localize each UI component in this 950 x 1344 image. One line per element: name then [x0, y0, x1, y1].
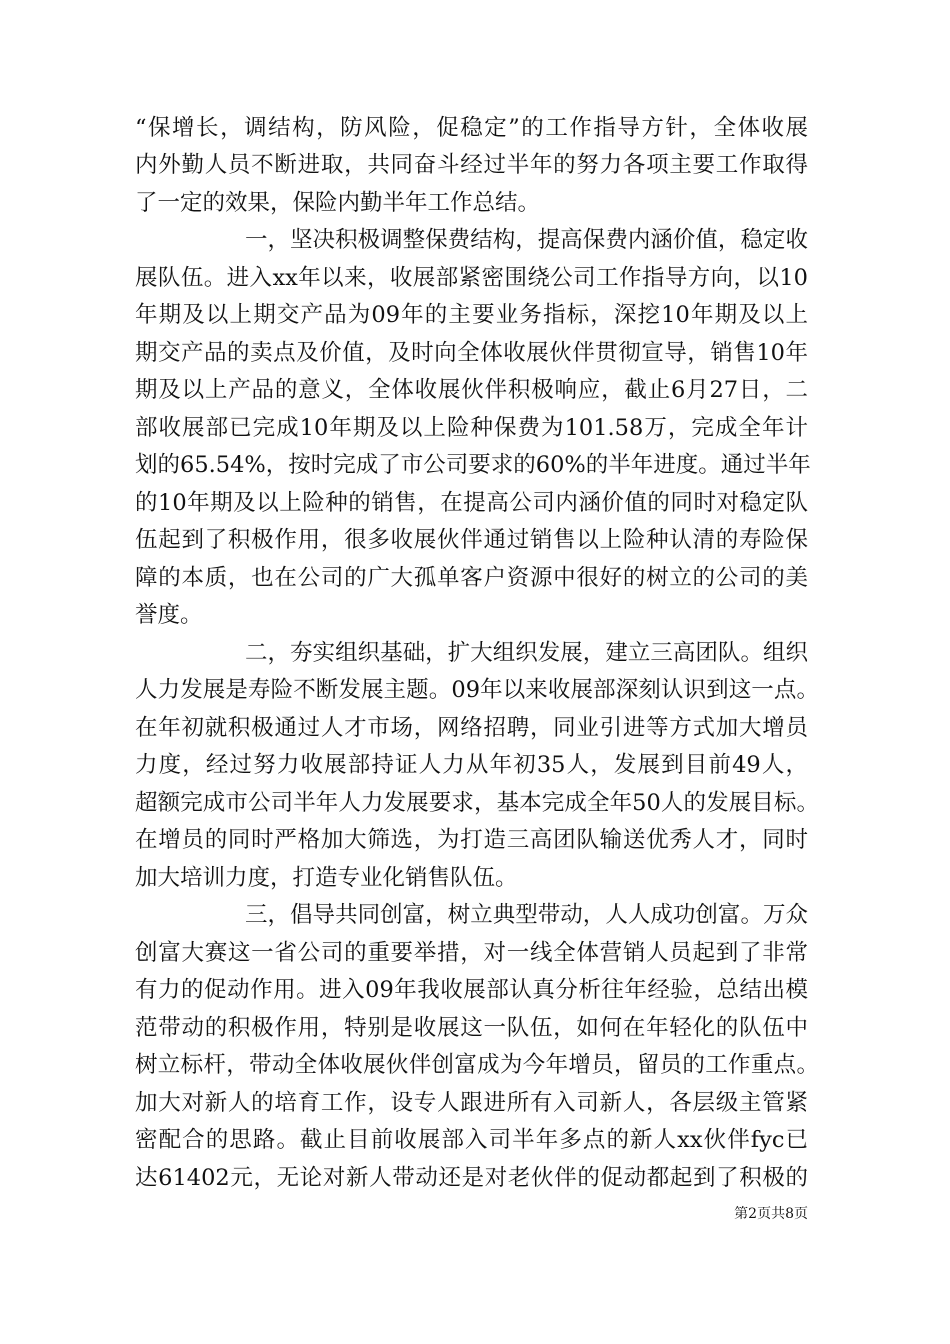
text-line: 在年初就积极通过人才市场，网络招聘，同业引进等方式加大增员 [135, 715, 808, 741]
text-line: 人力发展是寿险不断发展主题。09年以来收展部深刻认识到这一点。 [135, 677, 819, 703]
page-number-footer: 第2页共8页 [734, 1206, 808, 1222]
text-line: 范带动的积极作用，特别是收展这一队伍，如何在年轻化的队伍中 [135, 1015, 808, 1041]
text-line: 密配合的思路。截止目前收展部入司半年多点的新人xx伙伴fyc已 [135, 1127, 808, 1153]
text-line: 加大对新人的培育工作，设专人跟进所有入司新人，各层级主管紧 [135, 1090, 808, 1116]
text-line: 创富大赛这一省公司的重要举措，对一线全体营销人员起到了非常 [135, 940, 808, 966]
text-line: 在增员的同时严格加大筛选，为打造三高团队输送优秀人才，同时 [135, 827, 808, 853]
section-3-heading-line: 三，倡导共同创富，树立典型带动，人人成功创富。万众 [245, 902, 808, 928]
section-2-heading-line: 二，夯实组织基础，扩大组织发展，建立三高团队。组织 [245, 640, 808, 666]
text-line: 部收展部已完成10年期及以上险种保费为101.58万，完成全年计 [135, 415, 808, 441]
text-line: 伍起到了积极作用，很多收展伙伴通过销售以上险种认清的寿险保 [135, 527, 808, 553]
text-line: 划的65.54%，按时完成了市公司要求的60%的半年进度。通过半年 [135, 452, 811, 478]
text-line: “保增长，调结构，防风险，促稳定”的工作指导方针，全体收展 [135, 115, 808, 141]
text-line: 障的本质，也在公司的广大孤单客户资源中很好的树立的公司的美 [135, 565, 808, 591]
text-line: 达61402元，无论对新人带动还是对老伙伴的促动都起到了积极的 [135, 1165, 808, 1191]
text-line: 了一定的效果，保险内勤半年工作总结。 [135, 190, 541, 216]
text-line: 誉度。 [135, 602, 203, 628]
text-line: 加大培训力度，打造专业化销售队伍。 [135, 865, 518, 891]
text-line: 的10年期及以上险种的销售，在提高公司内涵价值的同时对稳定队 [135, 490, 808, 516]
text-line: 年期及以上期交产品为09年的主要业务指标，深挖10年期及以上 [135, 302, 808, 328]
text-line: 期及以上产品的意义，全体收展伙伴积极响应，截止6月27日，二 [135, 377, 808, 403]
text-line: 期交产品的卖点及价值，及时向全体收展伙伴贯彻宣导，销售10年 [135, 340, 808, 366]
section-1-heading-line: 一，坚决积极调整保费结构，提高保费内涵价值，稳定收 [245, 227, 808, 253]
text-line: 树立标杆，带动全体收展伙伴创富成为今年增员，留员的工作重点。 [135, 1052, 819, 1078]
text-line: 内外勤人员不断进取，共同奋斗经过半年的努力各项主要工作取得 [135, 152, 808, 178]
text-line: 有力的促动作用。进入09年我收展部认真分析往年经验，总结出模 [135, 977, 808, 1003]
text-line: 展队伍。进入xx年以来，收展部紧密围绕公司工作指导方向，以10 [135, 265, 808, 291]
text-line: 力度，经过努力收展部持证人力从年初35人，发展到目前49人， [135, 752, 808, 778]
text-line: 超额完成市公司半年人力发展要求，基本完成全年50人的发展目标。 [135, 790, 819, 816]
